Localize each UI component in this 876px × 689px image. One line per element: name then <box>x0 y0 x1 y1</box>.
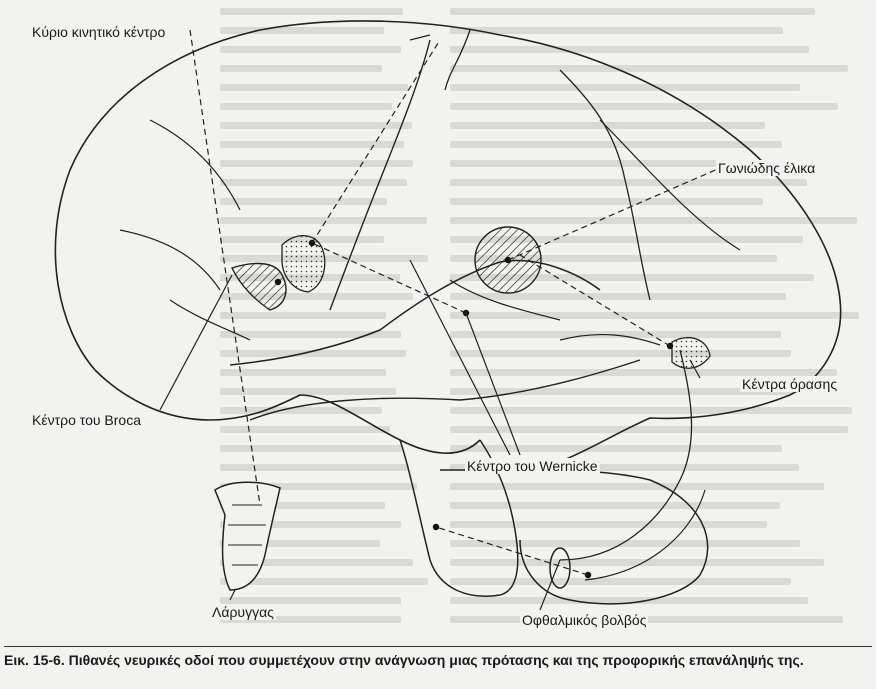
caption-text: Πιθανές νευρικές οδοί που συμμετέχουν στην ανάγνωση μιας πρότασης και της προφορικής επανάληψής της. <box>68 652 804 668</box>
figure-caption <box>4 651 874 669</box>
larynx-drawing <box>215 482 280 590</box>
pathway-motor-top <box>312 40 440 243</box>
label-broca: Κέντρο του Broca <box>32 412 141 428</box>
optic-nerve <box>560 350 692 560</box>
temporal-lobe <box>95 370 480 453</box>
cerebellum <box>520 470 708 604</box>
motor-area <box>282 236 325 292</box>
pathway-angular-visual <box>520 255 670 346</box>
broca-area <box>232 264 286 310</box>
pathway-wernicke-broca <box>312 243 466 313</box>
caption-divider <box>4 646 872 647</box>
brain-outline <box>55 21 840 470</box>
figure-number: Εικ. 15-6. <box>4 652 65 668</box>
label-larynx: Λάρυγγας <box>212 604 274 620</box>
label-primary-motor: Κύριο κινητικό κέντρο <box>32 24 166 40</box>
pathway-angular-label <box>508 168 720 260</box>
label-wernicke: Κέντρο του Wernicke <box>467 458 598 474</box>
label-angular-gyrus: Γωνιώδης έλικα <box>718 160 816 176</box>
label-eyeball: Οφθαλμικός βολβός <box>522 612 647 628</box>
visual-center-area <box>672 338 710 369</box>
label-visual-center: Κέντρα όρασης <box>742 376 838 392</box>
